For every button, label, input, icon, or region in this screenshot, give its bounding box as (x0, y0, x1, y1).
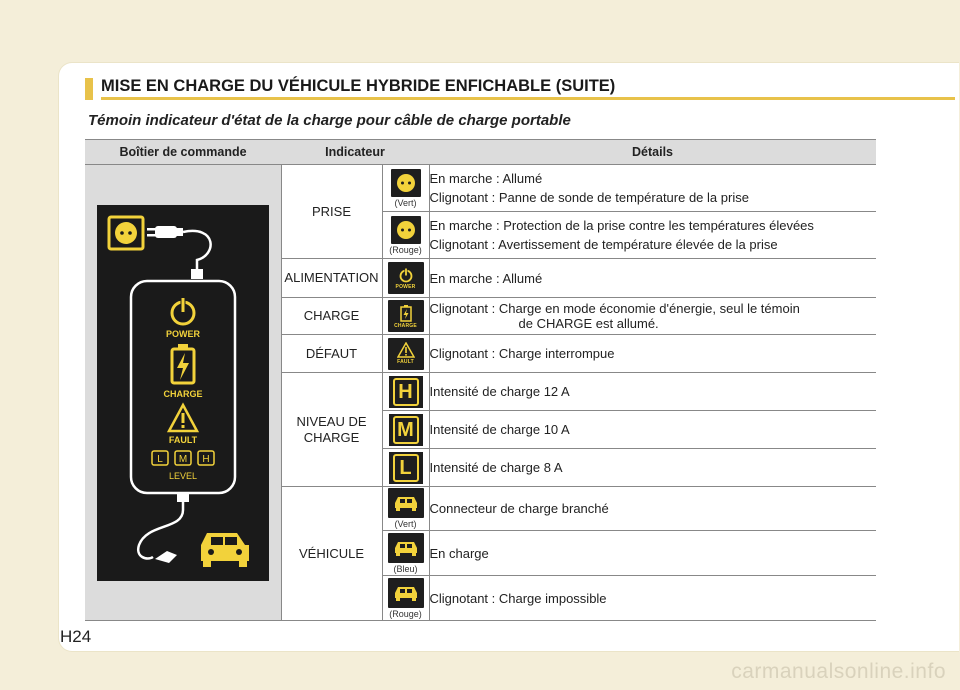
panel-charge-label: CHARGE (163, 389, 203, 399)
level-l-icon (389, 452, 423, 484)
icon-caption: FAULT (397, 359, 414, 365)
detail-cell: Clignotant : Charge interrompue (429, 335, 876, 373)
indicator-cell (382, 531, 429, 576)
header-details: Détails (429, 140, 876, 165)
fault-icon (388, 338, 424, 370)
indicator-cell (382, 373, 429, 411)
color-label: (Bleu) (393, 563, 418, 574)
car-blue-icon (388, 533, 424, 563)
car-red-icon (388, 578, 424, 608)
indicator-cell (382, 576, 429, 621)
indicator-cell (382, 335, 429, 373)
control-box-illustration (97, 205, 269, 581)
detail-cell: Connecteur de charge branché (429, 487, 876, 531)
row-name-niveau (281, 373, 382, 487)
indicator-cell (382, 298, 429, 335)
row-name-alimentation: ALIMENTATION (281, 259, 382, 298)
control-box-cell (85, 165, 281, 621)
level-letter: H (393, 378, 419, 406)
row-name-charge: CHARGE (281, 298, 382, 335)
detail-cell: Intensité de charge 12 A (429, 373, 876, 411)
color-label: (Rouge) (389, 244, 422, 255)
detail-text: Clignotant : Charge en mode économie d'énergie, seul le témoin (429, 301, 800, 316)
row-name-defaut: DÉFAUT (281, 335, 382, 373)
car-green-icon (388, 488, 424, 518)
level-h-icon (389, 376, 423, 408)
cable-icon (183, 231, 211, 275)
detail-text: En marche : Protection de la prise contre les températures élevées (429, 218, 814, 233)
panel-level-l: L (157, 454, 163, 465)
level-letter: M (393, 416, 419, 444)
color-label: (Vert) (394, 197, 417, 208)
title-accent-bar (85, 78, 93, 100)
detail-cell (429, 165, 876, 212)
indicator-cell (382, 212, 429, 259)
indicator-cell (382, 487, 429, 531)
detail-cell (429, 212, 876, 259)
detail-text: Clignotant : Panne de sonde de température de la prise (429, 190, 749, 205)
table-header-row (85, 140, 876, 165)
detail-cell: Intensité de charge 10 A (429, 411, 876, 449)
panel-level-label: LEVEL (168, 471, 198, 481)
table-row (85, 165, 876, 212)
indicator-cell (382, 411, 429, 449)
detail-cell: En charge (429, 531, 876, 576)
page-number: H24 (60, 627, 92, 646)
detail-cell: En marche : Allumé (429, 259, 876, 298)
indicator-table (85, 139, 876, 621)
header-control-box: Boîtier de commande (85, 140, 281, 165)
plug-icon (155, 226, 177, 238)
indicator-cell (382, 449, 429, 487)
watermark: carmanualsonline.info (731, 660, 946, 683)
icon-caption: POWER (395, 283, 416, 290)
detail-text: En marche : Allumé (429, 171, 543, 186)
icon-caption: CHARGE (394, 322, 417, 329)
indicator-cell (382, 165, 429, 212)
panel-power-label: POWER (165, 329, 201, 339)
level-m-icon (389, 414, 423, 446)
panel-level-m: M (178, 454, 188, 465)
detail-text: Clignotant : Avertissement de température élevée de la prise (429, 237, 778, 252)
detail-cell (429, 298, 876, 335)
section-title-text: MISE EN CHARGE DU VÉHICULE HYBRIDE ENFICHABLE (SUITE) (101, 77, 955, 100)
row-name-line: NIVEAU DE (296, 413, 367, 429)
indicator-cell (382, 259, 429, 298)
header-indicator: Indicateur (281, 140, 429, 165)
color-label: (Rouge) (389, 608, 422, 619)
socket-green-icon (391, 169, 421, 197)
socket-red-icon (391, 216, 421, 244)
subtitle: Témoin indicateur d'état de la charge pour câble de charge portable (88, 112, 571, 129)
row-name-vehicule: VÉHICULE (281, 487, 382, 621)
detail-text: de CHARGE est allumé. (518, 316, 659, 331)
level-letter: L (393, 454, 419, 482)
control-box-svg (97, 205, 269, 581)
panel-fault-label: FAULT (168, 435, 198, 445)
battery-icon (388, 300, 424, 332)
color-label: (Vert) (394, 519, 417, 529)
section-title (85, 74, 955, 100)
power-icon (388, 262, 424, 294)
connector-icon (155, 551, 177, 563)
detail-cell: Intensité de charge 8 A (429, 449, 876, 487)
detail-cell: Clignotant : Charge impossible (429, 576, 876, 621)
panel-level-h: H (202, 454, 210, 465)
row-name-prise: PRISE (281, 165, 382, 259)
row-name-line: CHARGE (303, 429, 360, 445)
